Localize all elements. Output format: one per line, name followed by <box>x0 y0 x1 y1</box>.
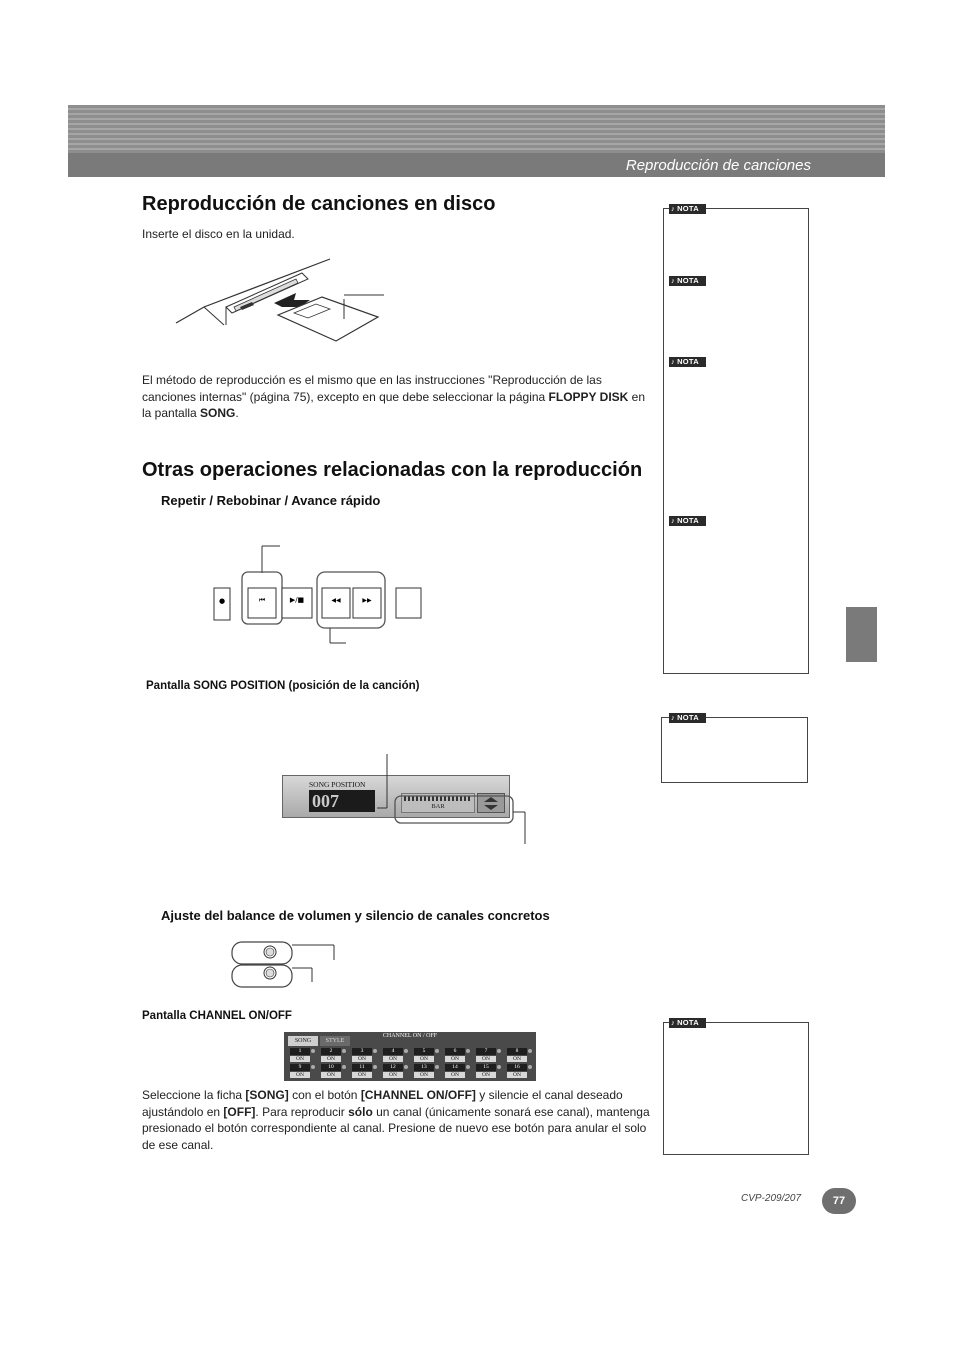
channel-number: 11 <box>352 1064 372 1071</box>
note-icon: ♪ <box>671 204 676 213</box>
channel-state: ON <box>414 1056 434 1062</box>
song-position-callouts <box>372 752 532 847</box>
channel-2-button[interactable] <box>319 1048 347 1063</box>
channel-state: ON <box>321 1056 341 1062</box>
channel-state: ON <box>414 1072 434 1078</box>
channel-state: ON <box>321 1072 341 1078</box>
tab-style[interactable]: STYLE <box>320 1036 350 1046</box>
song-position-label: SONG POSITION <box>309 780 366 789</box>
note-box-2 <box>661 717 808 783</box>
note-box-3 <box>663 1022 809 1155</box>
section-heading-other-operations: Otras operaciones relacionadas con la reproducción <box>142 459 643 481</box>
indicator-dot-icon <box>342 1049 346 1053</box>
channel-state: ON <box>352 1056 372 1062</box>
indicator-dot-icon <box>435 1065 439 1069</box>
transport-buttons-illustration <box>210 545 430 645</box>
record-icon: ● <box>218 597 226 605</box>
indicator-dot-icon <box>311 1065 315 1069</box>
channel-3-button[interactable] <box>350 1048 378 1063</box>
caption-song-position: Pantalla SONG POSITION (posición de la canción) <box>146 680 420 692</box>
nota-label: NOTA <box>677 357 699 366</box>
nota-label: NOTA <box>677 276 699 285</box>
note-icon: ♪ <box>671 516 676 525</box>
floppy-disk-term: FLOPPY DISK <box>548 389 629 404</box>
channel-number: 16 <box>507 1064 527 1071</box>
channel-1-button[interactable] <box>288 1048 316 1063</box>
indicator-dot-icon <box>435 1049 439 1053</box>
channel-panel-title: CHANNEL ON / OFF <box>382 1033 438 1039</box>
nota-label: NOTA <box>677 1018 699 1027</box>
text-span: y silencie el canal deseado ajustándolo en <box>142 1088 623 1119</box>
text-span: un canal (únicamente sonará ese canal), mantenga presionado el botón correspondiente al canal. Presione de nuevo ese botón para anular el solo de ese canal. <box>142 1104 650 1152</box>
song-position-value: 007 <box>309 790 375 812</box>
insert-disk-instruction: Inserte el disco en la unidad. <box>142 227 295 241</box>
channel-number: 13 <box>414 1064 434 1071</box>
channel-8-button[interactable] <box>505 1048 533 1063</box>
channel-state: ON <box>383 1056 403 1062</box>
channel-14-button[interactable] <box>443 1064 471 1079</box>
text-span: . <box>235 406 239 420</box>
section-heading-disk: Reproducción de canciones en disco <box>142 193 496 215</box>
channel-5-button[interactable] <box>412 1048 440 1063</box>
text-span: con el botón <box>288 1088 361 1102</box>
indicator-dot-icon <box>311 1049 315 1053</box>
channel-number: 9 <box>290 1064 310 1071</box>
indicator-dot-icon <box>528 1065 532 1069</box>
song-term: SONG <box>200 406 236 420</box>
nota-label: NOTA <box>677 516 699 525</box>
channel-number: 14 <box>445 1064 465 1071</box>
off-term: [OFF] <box>223 1104 256 1119</box>
text-span: El método de reproducción es el mismo que en las instrucciones "Reproducción de las canciones internas" (página 75), excepto en que debe seleccionar la página <box>142 373 602 404</box>
text-span: Seleccione la ficha <box>142 1088 246 1102</box>
nota-badge <box>669 204 706 214</box>
bar-label: BAR <box>431 803 445 810</box>
nota-badge <box>669 357 706 367</box>
header-title-bar <box>68 153 885 177</box>
text-span: . Para reproducir <box>255 1104 349 1119</box>
channel-state: ON <box>476 1056 496 1062</box>
text-span: en la pantalla <box>142 389 646 420</box>
channel-9-button[interactable] <box>288 1064 316 1079</box>
tab-song[interactable]: SONG <box>288 1036 318 1046</box>
channel-number: 3 <box>352 1048 372 1055</box>
disk-playback-paragraph <box>142 372 654 422</box>
indicator-dot-icon <box>342 1065 346 1069</box>
channel-number: 10 <box>321 1064 341 1071</box>
channel-buttons-illustration <box>228 938 340 992</box>
channel-12-button[interactable] <box>381 1064 409 1079</box>
channel-7-button[interactable] <box>474 1048 502 1063</box>
channel-state: ON <box>507 1072 527 1078</box>
caption-channel-on-off: Pantalla CHANNEL ON/OFF <box>142 1010 292 1022</box>
channel-15-button[interactable] <box>474 1064 502 1079</box>
indicator-dot-icon <box>497 1049 501 1053</box>
channel-6-button[interactable] <box>443 1048 471 1063</box>
play-stop-icon: ▶/■ <box>289 596 305 604</box>
subheading-volume-balance: Ajuste del balance de volumen y silencio de canales concretos <box>161 908 550 923</box>
channel-13-button[interactable] <box>412 1064 440 1079</box>
channel-number: 2 <box>321 1048 341 1055</box>
rewind-icon: ◀◀ <box>331 597 341 604</box>
header-title: Reproducción de canciones <box>625 157 811 174</box>
chapter-side-tab <box>846 607 877 662</box>
header-band <box>68 105 885 177</box>
indicator-dot-icon <box>404 1049 408 1053</box>
channel-10-button[interactable] <box>319 1064 347 1079</box>
page-number: 77 <box>822 1188 856 1214</box>
indicator-dot-icon <box>466 1049 470 1053</box>
channel-number: 4 <box>383 1048 403 1055</box>
nota-label: NOTA <box>677 713 699 722</box>
channel-paragraph <box>142 1087 656 1153</box>
channel-number: 5 <box>414 1048 434 1055</box>
indicator-dot-icon <box>466 1065 470 1069</box>
subheading-repeat-rewind: Repetir / Rebobinar / Avance rápido <box>161 493 381 508</box>
nota-badge <box>669 516 706 526</box>
note-icon: ♪ <box>671 276 676 285</box>
nota-badge <box>669 276 706 286</box>
channel-state: ON <box>352 1072 372 1078</box>
channel-number: 15 <box>476 1064 496 1071</box>
floppy-drive-illustration <box>170 255 400 350</box>
note-icon: ♪ <box>671 357 676 366</box>
top-icon: ⏮ <box>258 596 266 604</box>
channel-state: ON <box>476 1072 496 1078</box>
channel-number: 1 <box>290 1048 310 1055</box>
nota-label: NOTA <box>677 204 699 213</box>
channel-11-button[interactable] <box>350 1064 378 1079</box>
nota-badge <box>669 1018 706 1028</box>
channel-4-button[interactable] <box>381 1048 409 1063</box>
indicator-dot-icon <box>404 1065 408 1069</box>
indicator-dot-icon <box>528 1049 532 1053</box>
channel-16-button[interactable] <box>505 1064 533 1079</box>
note-icon: ♪ <box>671 1018 676 1027</box>
nota-badge <box>669 713 706 723</box>
solo-term: sólo <box>348 1104 373 1119</box>
channel-state: ON <box>445 1072 465 1078</box>
channel-on-off-panel <box>284 1032 536 1081</box>
channel-on-off-term: [CHANNEL ON/OFF] <box>360 1088 476 1102</box>
fast-forward-icon: ▶▶ <box>362 597 372 604</box>
channel-state: ON <box>290 1072 310 1078</box>
channel-state: ON <box>383 1072 403 1078</box>
channel-state: ON <box>290 1056 310 1062</box>
channel-state: ON <box>445 1056 465 1062</box>
song-term: [SONG] <box>245 1088 289 1102</box>
channel-number: 8 <box>507 1048 527 1055</box>
indicator-dot-icon <box>497 1065 501 1069</box>
channel-number: 12 <box>383 1064 403 1071</box>
footer-model: CVP-209/207 <box>741 1193 802 1204</box>
note-icon: ♪ <box>671 713 676 722</box>
channel-number: 7 <box>476 1048 496 1055</box>
channel-state: ON <box>507 1056 527 1062</box>
channel-number: 6 <box>445 1048 465 1055</box>
indicator-dot-icon <box>373 1049 377 1053</box>
indicator-dot-icon <box>373 1065 377 1069</box>
